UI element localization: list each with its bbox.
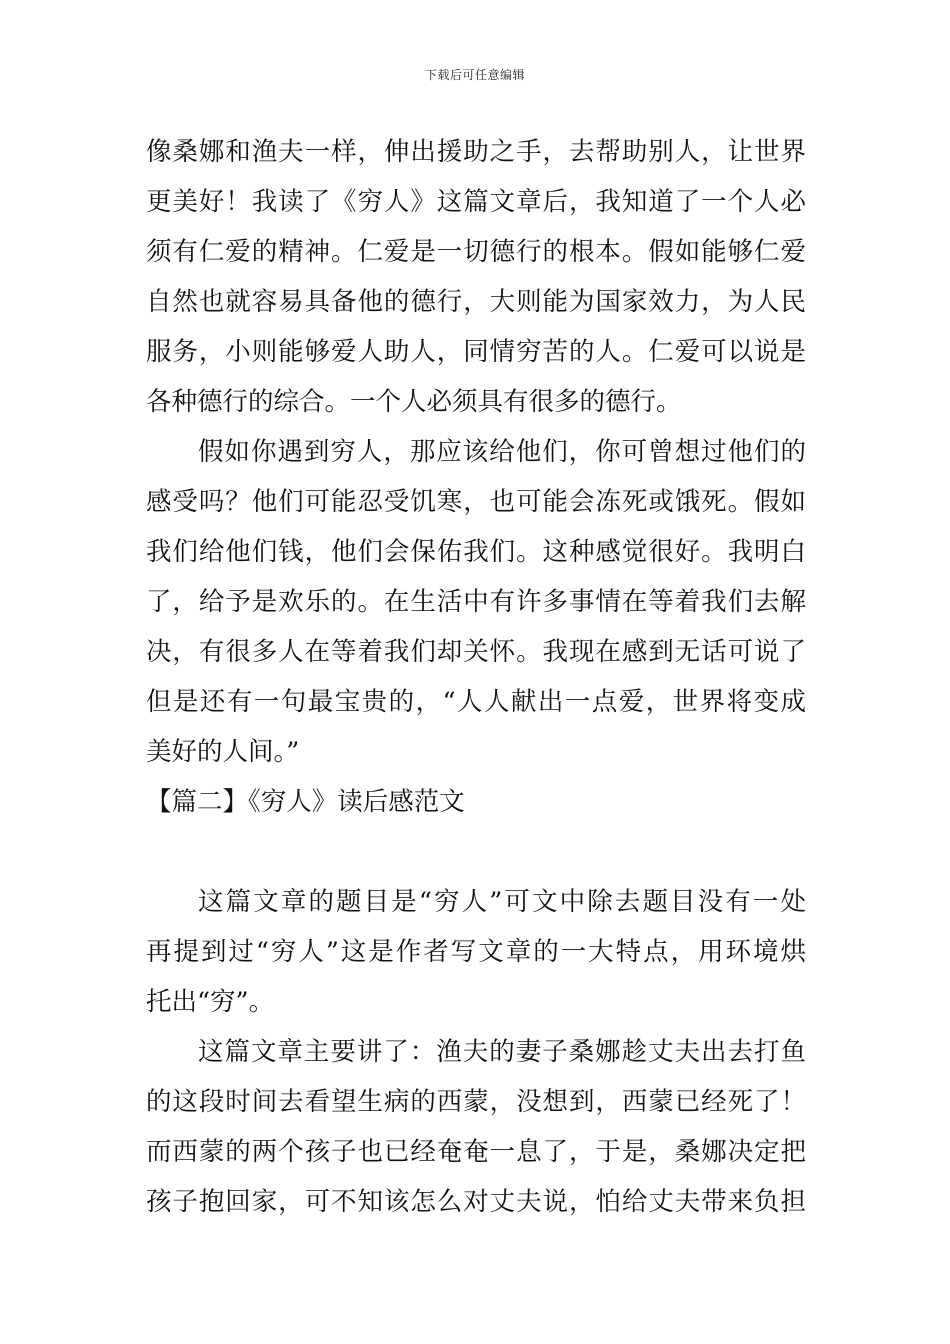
text-line: 假如你遇到穷人，那应该给他们，你可曾想过他们的 xyxy=(198,437,806,467)
blank-line xyxy=(146,827,806,877)
paragraph xyxy=(146,427,806,777)
text-line: 感受吗？他们可能忍受饥寒，也可能会冻死或饿死。假如 xyxy=(146,487,806,517)
text-line: 服务，小则能够爱人助人，同情穷苦的人。仁爱可以说是 xyxy=(146,337,806,367)
text-line: 了，给予是欢乐的。在生活中有许多事情在等着我们去解 xyxy=(146,587,806,617)
paragraph xyxy=(146,1027,806,1227)
text-line: 再提到过“穷人”这是作者写文章的一大特点，用环境烘 xyxy=(146,937,806,967)
text-line: 这篇文章主要讲了：渔夫的妻子桑娜趁丈夫出去打鱼 xyxy=(198,1037,806,1067)
text-line: 美好的人间。” xyxy=(146,737,300,767)
text-line: 但是还有一句最宝贵的，“人人献出一点爱，世界将变成 xyxy=(146,687,806,717)
paragraph xyxy=(146,877,806,1027)
page-header-note: 下载后可任意编辑 xyxy=(424,68,525,82)
document-body xyxy=(146,127,806,1227)
text-line: 而西蒙的两个孩子也已经奄奄一息了，于是，桑娜决定把 xyxy=(146,1137,806,1167)
text-line: 这篇文章的题目是“穷人”可文中除去题目没有一处 xyxy=(198,887,806,917)
text-line: 我们给他们钱，他们会保佑我们。这种感觉很好。我明白 xyxy=(146,537,806,567)
text-line: 决，有很多人在等着我们却关怀。我现在感到无话可说了 xyxy=(146,637,806,667)
paragraph xyxy=(146,127,806,427)
text-line: 各种德行的综合。一个人必须具有很多的德行。 xyxy=(146,387,682,417)
text-line: 托出“穷”。 xyxy=(146,987,275,1017)
text-line: 更美好！我读了《穷人》这篇文章后，我知道了一个人必 xyxy=(146,187,806,217)
text-line: 的这段时间去看望生病的西蒙，没想到，西蒙已经死了！ xyxy=(146,1087,806,1117)
text-line: 须有仁爱的精神。仁爱是一切德行的根本。假如能够仁爱 xyxy=(146,237,806,267)
text-line: 孩子抱回家，可不知该怎么对丈夫说，怕给丈夫带来负担 xyxy=(146,1187,806,1217)
text-line: 自然也就容易具备他的德行，大则能为国家效力，为人民 xyxy=(146,287,806,317)
section-heading: 【篇二】《穷人》读后感范文 xyxy=(146,787,465,817)
text-line: 像桑娜和渔夫一样，伸出援助之手，去帮助别人，让世界 xyxy=(146,137,806,167)
